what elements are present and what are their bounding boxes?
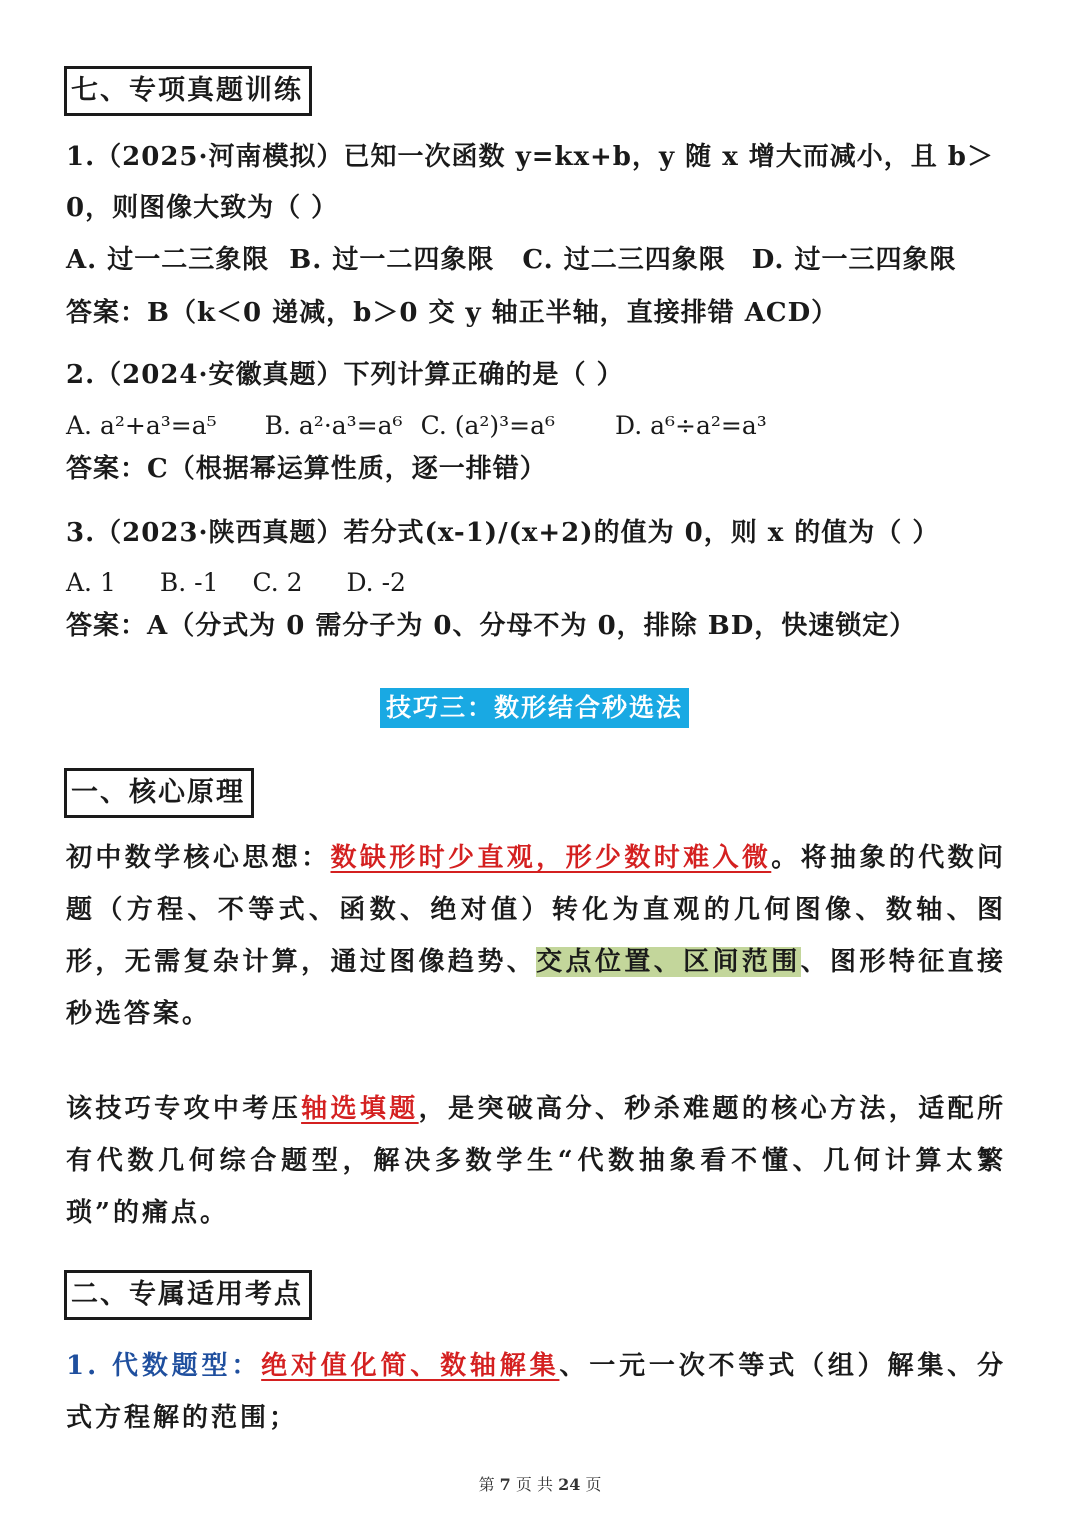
- section-heading-text: 二、专属适用考点: [71, 1279, 303, 1310]
- question-3-answer: [66, 608, 916, 644]
- section-heading-text: 七、专项真题训练: [71, 75, 303, 106]
- question-2-answer: [66, 451, 547, 487]
- question-3-options: [66, 565, 406, 601]
- option-a: A. 过一二三象限: [66, 245, 270, 275]
- paragraph-text: 该技巧专攻中考压: [66, 1094, 302, 1124]
- total-page-number: 24: [558, 1475, 581, 1494]
- highlight-red-underline: 轴选填题: [301, 1094, 419, 1124]
- option-d: D. 过一三四象限: [751, 245, 957, 275]
- section-heading-special-training: [64, 66, 312, 116]
- question-1-stem-line1: 1.（2025·河南模拟）已知一次函数 y=kx+b，y 随 x 增大而减小，且 b＞: [66, 142, 994, 172]
- highlight-green: 交点位置、区间范围: [536, 947, 801, 977]
- footer-text: 第: [478, 1475, 500, 1494]
- section-heading-text: 一、核心原理: [71, 777, 245, 808]
- answer-label: 答案：: [66, 454, 148, 484]
- highlight-red-underline: 绝对值化简、数轴解集: [261, 1351, 560, 1381]
- option-b: B. -1: [159, 568, 219, 597]
- paragraph-text: 。将抽象的代数问题（方程、不等式、函数、绝对值）转化为直观的几何图像、数轴、图形，无需复杂计算，通过图像趋势、: [66, 843, 1006, 977]
- topic-label: 1. 代数题型: [66, 1351, 232, 1381]
- option-b: B. a²·a³=a⁶: [264, 411, 403, 440]
- section-heading-core-principle: [64, 768, 254, 818]
- current-page-number: 7: [499, 1475, 511, 1494]
- option-c: C. 过二三四象限: [522, 245, 726, 275]
- footer-text: 页 共: [510, 1475, 559, 1494]
- paragraph-text: ，是突破高分、秒杀难题的核心方法，适配所有代数几何综合题型，解决多数学生“代数抽象看不懂、几何计算太繁琐”的痛点。: [66, 1094, 1006, 1228]
- question-1-options: [66, 242, 956, 278]
- question-1-answer: [66, 295, 838, 331]
- option-b: B. 过一二四象限: [289, 245, 495, 275]
- option-c: C. 2: [252, 568, 303, 597]
- footer-text: 页: [580, 1475, 602, 1494]
- technique-banner: 技巧三：数形结合秒选法: [380, 688, 689, 728]
- option-c: C. (a²)³=a⁶: [420, 411, 556, 440]
- question-2-stem: 2.（2024·安徽真题）下列计算正确的是（ ）: [66, 360, 624, 390]
- page-footer: [0, 1472, 1080, 1495]
- section-heading-applicable-topics: [64, 1270, 312, 1320]
- paragraph-text: 、图形特征直接秒选答案。: [66, 947, 1006, 1029]
- highlight-red-underline: 数缺形时少直观，形少数时难入微: [330, 843, 772, 873]
- answer-label: 答案：: [66, 611, 148, 641]
- answer-label: 答案：: [66, 298, 148, 328]
- answer-text: A（分式为 0 需分子为 0、分母不为 0，排除 BD，快速锁定）: [147, 611, 917, 641]
- paragraph-text: 初中数学核心思想：: [66, 843, 331, 873]
- option-a: A. a²+a³=a⁵: [66, 411, 217, 440]
- topic-colon: ：: [231, 1351, 262, 1381]
- question-3-stem: 3.（2023·陕西真题）若分式(x-1)/(x+2)的值为 0，则 x 的值为（ ）: [66, 518, 940, 548]
- principle-paragraph-2: [66, 1083, 1006, 1239]
- option-d: D. a⁶÷a²=a³: [615, 411, 767, 440]
- question-1-stem-line2: 0，则图像大致为（ ）: [66, 193, 339, 223]
- principle-paragraph-1: [66, 832, 1006, 1040]
- answer-text: B（k＜0 递减，b＞0 交 y 轴正半轴，直接排错 ACD）: [147, 298, 839, 328]
- option-d: D. -2: [346, 568, 406, 597]
- answer-text: C（根据幂运算性质，逐一排错）: [147, 454, 547, 484]
- option-a: A. 1: [66, 568, 116, 597]
- topic-item-1: [66, 1340, 1006, 1444]
- question-2-options: [66, 408, 767, 444]
- topic-text: 、一元一次不等式（组）解集、分式方程解的范围；: [66, 1351, 1006, 1433]
